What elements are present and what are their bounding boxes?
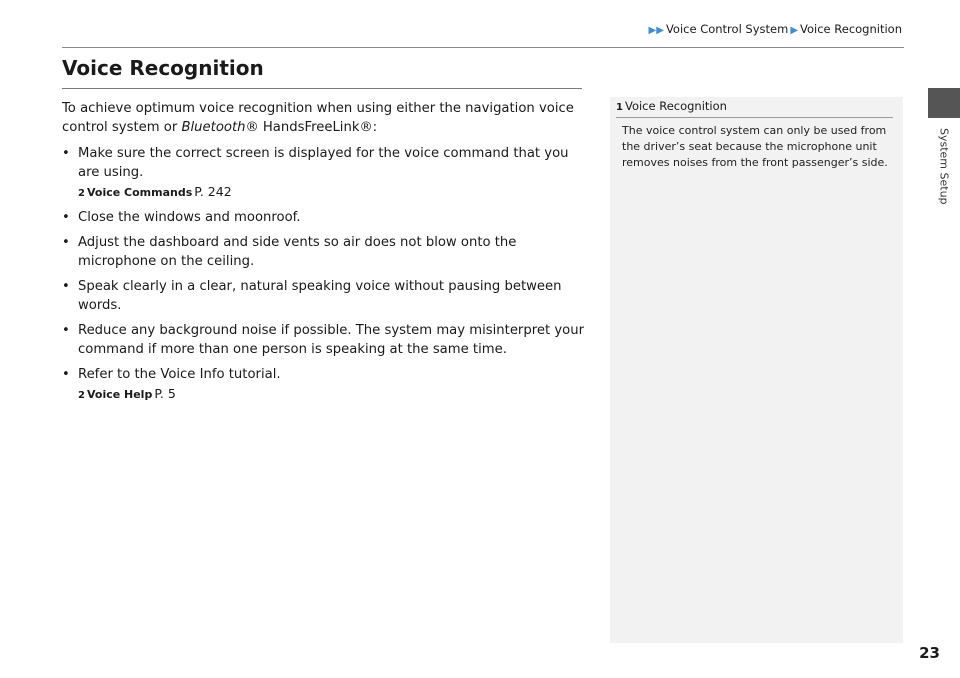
page-number: 23: [919, 644, 940, 662]
section-tab: [928, 88, 960, 118]
reference-arrow-icon: 2: [78, 390, 85, 401]
reference-title: Voice Help: [86, 388, 153, 401]
list-item-text: Reduce any background noise if possible. The system may misinterpret your command if more than one person is speaking at the same time.: [78, 323, 584, 357]
list-item-text: Close the windows and moonroof.: [78, 210, 301, 225]
bullet-list: [62, 144, 584, 404]
page-title: Voice Recognition: [62, 56, 264, 80]
cross-reference-link[interactable]: [78, 386, 584, 404]
list-item: [62, 233, 584, 271]
list-item: [62, 321, 584, 359]
list-item-text: Adjust the dashboard and side vents so air does not blow onto the microphone on the ceiling.: [78, 235, 517, 269]
list-item-text: Refer to the Voice Info tutorial.: [78, 367, 281, 382]
section-label: System Setup: [937, 128, 951, 205]
bullet-icon: •: [62, 235, 70, 250]
reference-page: P. 242: [194, 184, 232, 199]
main-content: [62, 99, 584, 410]
bullet-icon: •: [62, 367, 70, 382]
triangle-right-icon: ▶▶: [648, 25, 664, 36]
list-item-text: Speak clearly in a clear, natural speaking voice without pausing between words.: [78, 279, 562, 313]
list-item: [62, 208, 584, 227]
bullet-icon: •: [62, 323, 70, 338]
intro-paragraph: [62, 99, 584, 137]
list-item: [62, 144, 584, 202]
triangle-right-icon: ▶: [790, 25, 799, 36]
intro-text: To achieve optimum voice recognition when using either the navigation voice control system or: [62, 101, 574, 135]
reference-title: Voice Commands: [86, 186, 193, 199]
note-number: 1: [616, 102, 623, 113]
breadcrumb: [649, 22, 904, 36]
title-divider: [62, 88, 582, 89]
bullet-icon: •: [62, 146, 70, 161]
breadcrumb-item-voice-control-system[interactable]: Voice Control System: [665, 22, 789, 36]
bullet-icon: •: [62, 279, 70, 294]
intro-text-end: ® HandsFreeLink®:: [245, 120, 378, 135]
list-item-text: Make sure the correct screen is displayed for the voice command that you are using.: [78, 146, 569, 180]
intro-bluetooth: Bluetooth: [181, 120, 246, 135]
note-title: Voice Recognition: [624, 99, 727, 113]
reference-page: P. 5: [154, 386, 176, 401]
breadcrumb-item-voice-recognition[interactable]: Voice Recognition: [800, 22, 902, 36]
cross-reference-link[interactable]: [78, 184, 584, 202]
list-item: [62, 277, 584, 315]
note-header: [616, 97, 893, 118]
reference-arrow-icon: 2: [78, 188, 85, 199]
header-divider: [62, 47, 904, 48]
list-item: [62, 365, 584, 404]
note-panel: [610, 97, 903, 643]
note-body: The voice control system can only be used from the driver’s seat because the microphone unit removes noises from the front passenger’s side.: [622, 124, 888, 169]
bullet-icon: •: [62, 210, 70, 225]
